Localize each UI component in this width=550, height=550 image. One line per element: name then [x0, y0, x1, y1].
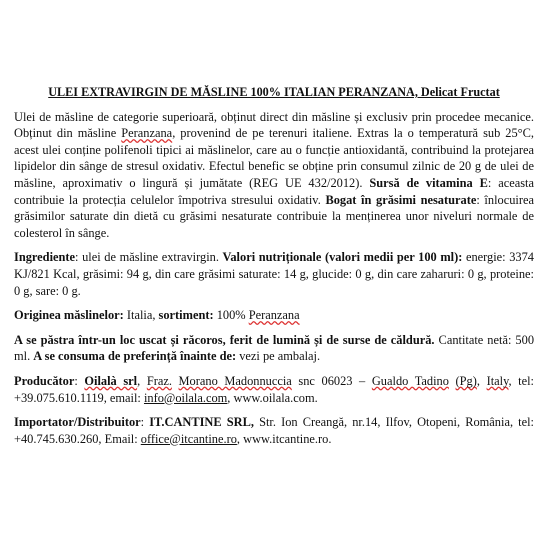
ingredients-label: Ingrediente [14, 250, 76, 265]
net-quantity: Cantitate netă: 500 ml. [14, 332, 535, 364]
producer-address-part: Fraz. [146, 373, 172, 388]
nutrition-label: Valori nutriționale (valori medii per 100 ml): [222, 250, 463, 265]
importer-label: Importator/Distribuitor [14, 415, 141, 430]
producer-paragraph [14, 373, 534, 406]
producer-company: Oilalà srl [84, 373, 138, 388]
variety-label: sortiment: [158, 308, 214, 323]
description-text: , provenind de pe terenuri italiene. Extras la o temperatură sub 25°C, acest ulei conține polifenoli tipici ai măslinelor, care au o funcție antioxidantă, contribuind la protejarea lipidelor din sânge de stresul oxidativ. Efectul benefic se obține prin consumul zilnic de 20 g de ulei de măsline, aproximativ o lingură și jumătate (REG UE 432/2012). [14, 126, 534, 190]
storage-paragraph [14, 332, 534, 365]
importer-website: , www.itcantine.ro. [236, 431, 332, 446]
origin-paragraph [14, 307, 534, 324]
variety-name: Peranzana [248, 308, 300, 323]
importer-email-link[interactable]: office@itcantine.ro [140, 431, 237, 446]
producer-text: , [476, 373, 487, 388]
producer-address-part: (Pg) [455, 373, 477, 388]
document-title [14, 84, 534, 101]
variety-name: Peranzana [121, 126, 173, 141]
description-text: : înlocuirea grăsimilor saturate din dietă cu grăsimi nesaturate contribuie la menținerea unor niveluri normale de colesterol în sânge. [14, 192, 534, 240]
description-text: : aceasta contribuie la protecția celulelor împotriva stresului oxidativ. [14, 175, 534, 207]
producer-text [172, 374, 179, 388]
producer-text [449, 374, 456, 388]
best-before-label: A se consuma de preferință înainte de: [33, 349, 237, 364]
origin-label: Originea măslinelor: [14, 308, 124, 323]
nutrition-values: energie: 3374 KJ/821 Kcal, grăsimi: 94 g, din care grăsimi saturate: 14 g, glucide: 0 g, din care zaharuri: 0 g, proteine: 0 g, sare: 0 g. [14, 250, 535, 298]
producer-colon: : [74, 373, 85, 388]
producer-contact: , tel: +39.075.610.1119, email: [14, 373, 534, 405]
importer-colon: : [140, 415, 150, 430]
producer-text: , [137, 373, 147, 388]
producer-address-part: Morano Madonnuccia [178, 373, 292, 388]
best-before-text: vezi pe ambalaj. [236, 349, 321, 364]
variety-text: 100% [213, 308, 249, 323]
producer-address-part: Gualdo Tadino [371, 373, 449, 388]
title-main: ULEI EXTRAVIRGIN DE MĂSLINE 100% ITALIAN PERANZANA, Delicat Fructat [48, 85, 500, 99]
producer-website: , www.oilala.com. [227, 390, 318, 405]
producer-country: Italy [486, 373, 509, 388]
description-text: Ulei de măsline de categorie superioară, obținut direct din măsline și exclusiv prin procedee mecanice. Obținut din măsline [14, 109, 534, 141]
product-label-document [14, 84, 534, 455]
storage-instructions: A se păstra într-un loc uscat și răcoros, ferit de lumină și de surse de căldură. [14, 332, 435, 347]
description-paragraph [14, 109, 534, 242]
producer-label: Producător [14, 373, 75, 388]
vitamin-e-claim: Sursă de vitamina E [369, 175, 488, 190]
producer-text: snc 06023 – [291, 373, 372, 388]
ingredients-text: : ulei de măsline extravirgin. [75, 250, 223, 265]
importer-address: Str. Ion Creangă, nr.14, Ilfov, Otopeni, România, tel: +40.745.630.260, Email: [14, 415, 534, 446]
origin-text: Italia, [123, 308, 159, 323]
importer-paragraph [14, 414, 534, 447]
producer-email-link[interactable]: info@oilala.com [143, 390, 228, 405]
importer-company: IT.CANTINE SRL, [149, 415, 254, 430]
ingredients-paragraph [14, 249, 534, 299]
unsaturated-fat-claim: Bogat în grăsimi nesaturate [325, 192, 477, 207]
